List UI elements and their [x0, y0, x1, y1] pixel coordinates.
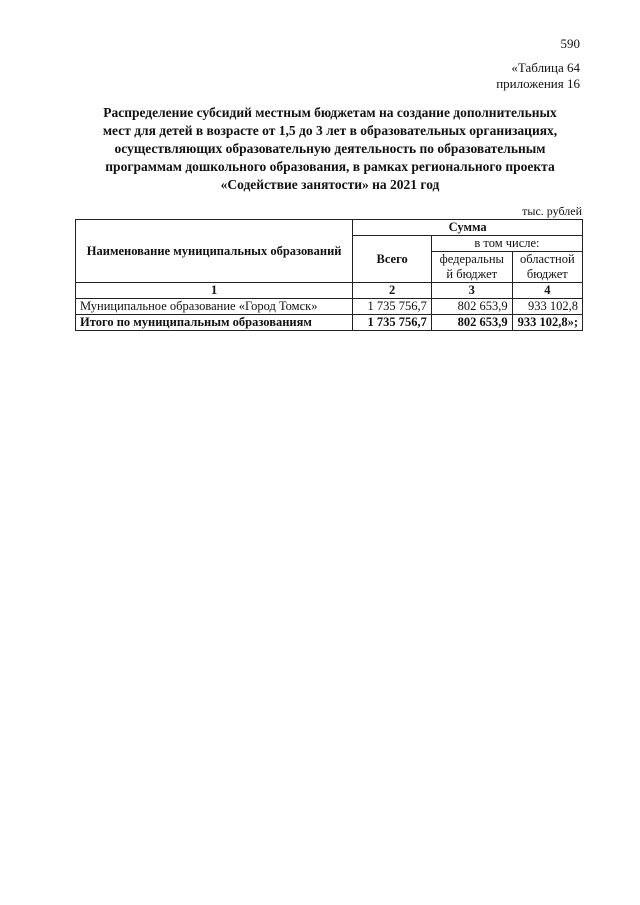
row-regional: 933 102,8 — [512, 299, 582, 315]
title-line: «Содействие занятости» на 2021 год — [220, 177, 440, 192]
column-number: 4 — [512, 283, 582, 299]
title-line: программам дошкольного образования, в рамках регионального проекта — [105, 159, 555, 174]
total-row — [76, 315, 583, 331]
page-number: 590 — [560, 36, 580, 51]
row-total: 1 735 756,7 — [353, 299, 432, 315]
header-sum: Сумма — [353, 220, 583, 236]
subsidy-table — [75, 219, 583, 331]
column-number: 1 — [76, 283, 353, 299]
header-federal: федеральны й бюджет — [431, 252, 512, 283]
row-federal: 802 653,9 — [431, 299, 512, 315]
table-caption — [496, 60, 580, 92]
row-name: Муниципальное образование «Город Томск» — [76, 299, 353, 315]
table-caption-line: «Таблица 64 — [511, 60, 580, 75]
title-line: мест для детей в возрасте от 1,5 до 3 лет в образовательных организациях, — [102, 123, 558, 138]
header-total: Всего — [353, 236, 432, 283]
header-regional: областной бюджет — [512, 252, 582, 283]
total-row-federal: 802 653,9 — [431, 315, 512, 331]
total-row-name: Итого по муниципальным образованиям — [76, 315, 353, 331]
document-title — [80, 104, 580, 194]
title-line: Распределение субсидий местным бюджетам на создание дополнительных — [103, 105, 557, 120]
column-number: 2 — [353, 283, 432, 299]
total-row-regional: 933 102,8»; — [512, 315, 582, 331]
header-including: в том числе: — [431, 236, 582, 252]
total-row-total: 1 735 756,7 — [353, 315, 432, 331]
column-number: 3 — [431, 283, 512, 299]
table-row — [76, 299, 583, 315]
units-label: тыс. рублей — [522, 204, 582, 218]
header-name: Наименование муниципальных образований — [76, 220, 353, 283]
table-caption-line: приложения 16 — [496, 76, 580, 91]
title-line: осуществляющих образовательную деятельность по образовательным — [114, 141, 546, 156]
